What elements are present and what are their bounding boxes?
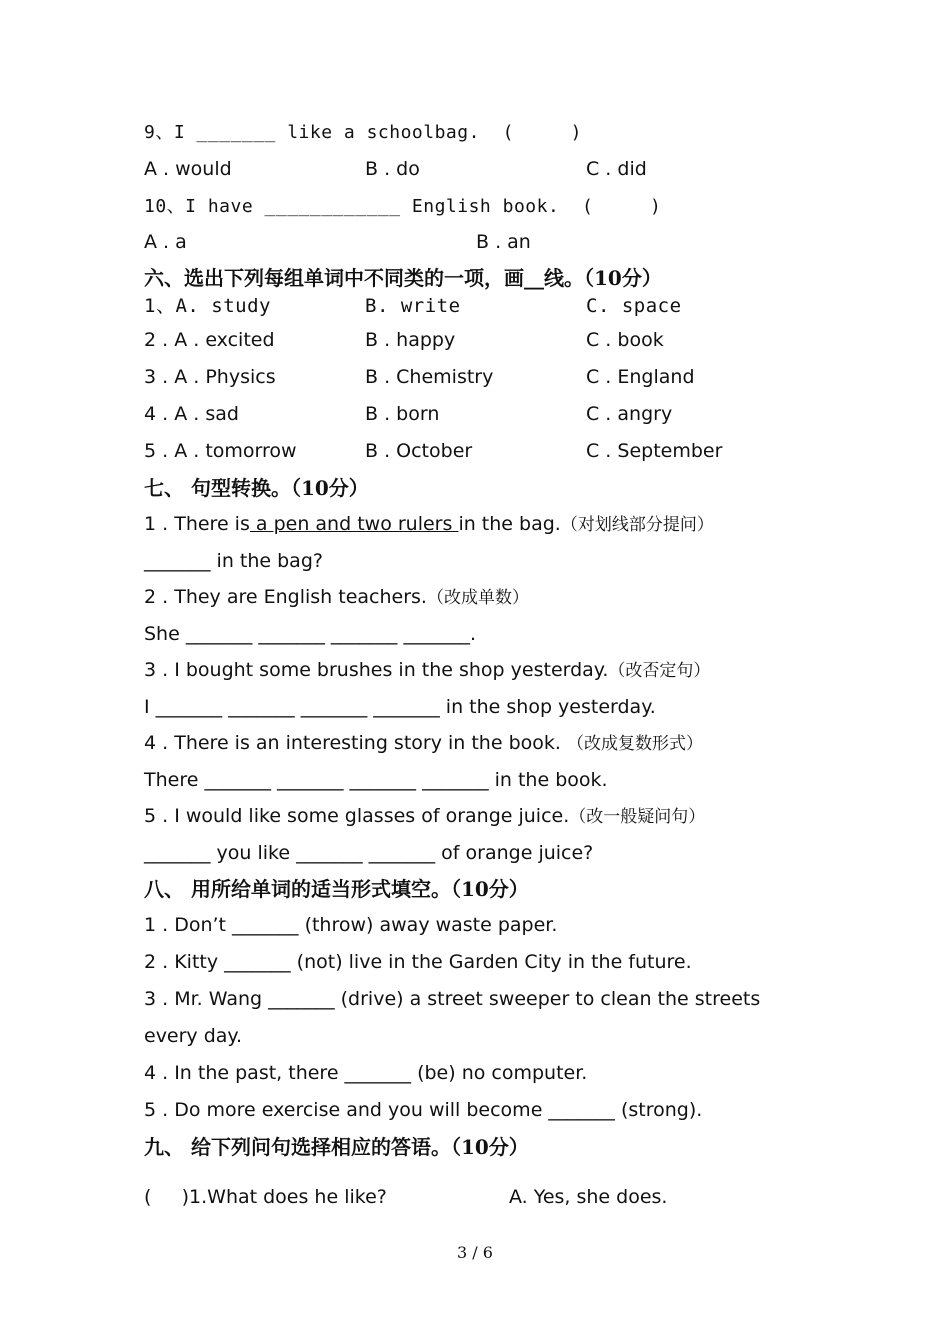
section-7-question-1 xyxy=(144,512,714,537)
section-7-answer-2: She _______ _______ _______ _______. xyxy=(144,623,476,645)
section-6-row-4-b: B . born xyxy=(365,403,440,425)
section-7-answer-5: _______ you like _______ _______ of orange juice? xyxy=(144,842,594,864)
question-10-option-a: A . a xyxy=(144,231,187,253)
section-6-row-3-a: 3 . A . Physics xyxy=(144,366,276,388)
section-8-item-3: 3 . Mr. Wang _______ (drive) a street sweeper to clean the streets xyxy=(144,988,761,1010)
section-8-item-1: 1 . Don’t _______ (throw) away waste paper. xyxy=(144,914,558,936)
section-6-title: 六、选出下列每组单词中不同类的一项，画__线。（10分） xyxy=(144,266,662,290)
q1-underlined-phrase: a pen and two rulers xyxy=(249,513,459,535)
q1-instruction: （对划线部分提问） xyxy=(560,515,714,535)
section-6-row-5-b: B . October xyxy=(365,440,473,462)
section-8-title: 八、 用所给单词的适当形式填空。（10分） xyxy=(144,877,529,901)
section-7-title: 七、 句型转换。（10分） xyxy=(144,476,369,500)
q4-text: 4 . There is an interesting story in the book. xyxy=(144,732,567,754)
q1-text-pre: 1 . There is xyxy=(144,513,250,535)
section-6-row-1-b: B. write xyxy=(365,295,461,317)
section-6-row-5-c: C . September xyxy=(586,440,723,462)
question-9-option-a: A . would xyxy=(144,158,232,180)
section-6-row-4-a: 4 . A . sad xyxy=(144,403,239,425)
page-number: 3 / 6 xyxy=(457,1243,493,1262)
q5-text: 5 . I would like some glasses of orange juice. xyxy=(144,805,570,827)
section-6-row-2-b: B . happy xyxy=(365,329,456,351)
question-9-option-c: C . did xyxy=(586,158,647,180)
section-8-item-4: 4 . In the past, there _______ (be) no computer. xyxy=(144,1062,588,1084)
q5-instruction: （改一般疑问句） xyxy=(569,807,706,827)
section-7-answer-1: _______ in the bag? xyxy=(144,550,323,572)
section-6-row-2-c: C . book xyxy=(586,329,664,351)
section-6-row-4-c: C . angry xyxy=(586,403,673,425)
q3-text: 3 . I bought some brushes in the shop yesterday. xyxy=(144,659,609,681)
section-8-item-5: 5 . Do more exercise and you will become _______ (strong). xyxy=(144,1099,703,1121)
section-6-row-1-c: C. space xyxy=(586,295,682,317)
question-10-option-b: B . an xyxy=(476,231,531,253)
question-9-stem: 9、I _______ like a schoolbag. ( ) xyxy=(144,122,582,143)
section-7-question-4 xyxy=(144,731,703,756)
section-6-row-1-a: 1、A. study xyxy=(144,295,271,317)
section-8-item-2: 2 . Kitty _______ (not) live in the Garden City in the future. xyxy=(144,951,692,973)
section-9-answer-a: A. Yes, she does. xyxy=(509,1186,668,1208)
section-6-row-3-c: C . England xyxy=(586,366,695,388)
section-6-row-2-a: 2 . A . excited xyxy=(144,329,275,351)
q3-instruction: （改否定句） xyxy=(608,661,711,681)
section-6-row-5-a: 5 . A . tomorrow xyxy=(144,440,297,462)
q2-text: 2 . They are English teachers. xyxy=(144,586,427,608)
q2-instruction: （改成单数） xyxy=(426,588,529,608)
section-7-answer-4: There _______ _______ _______ _______ in the book. xyxy=(144,769,608,791)
section-7-answer-3: I _______ _______ _______ _______ in the shop yesterday. xyxy=(144,696,656,718)
question-10-stem: 10、I have ____________ English book. ( ) xyxy=(144,196,662,217)
section-7-question-2 xyxy=(144,585,529,610)
section-7-question-5 xyxy=(144,804,705,829)
section-9-question-1: ( )1.What does he like? xyxy=(144,1186,387,1208)
q4-instruction: （改成复数形式） xyxy=(566,734,703,754)
section-8-item-3-continued: every day. xyxy=(144,1025,242,1047)
q1-text-post: in the bag. xyxy=(458,513,561,535)
section-6-row-3-b: B . Chemistry xyxy=(365,366,494,388)
section-9-title: 九、 给下列问句选择相应的答语。（10分） xyxy=(144,1135,529,1159)
section-7-question-3 xyxy=(144,658,710,683)
question-9-option-b: B . do xyxy=(365,158,420,180)
